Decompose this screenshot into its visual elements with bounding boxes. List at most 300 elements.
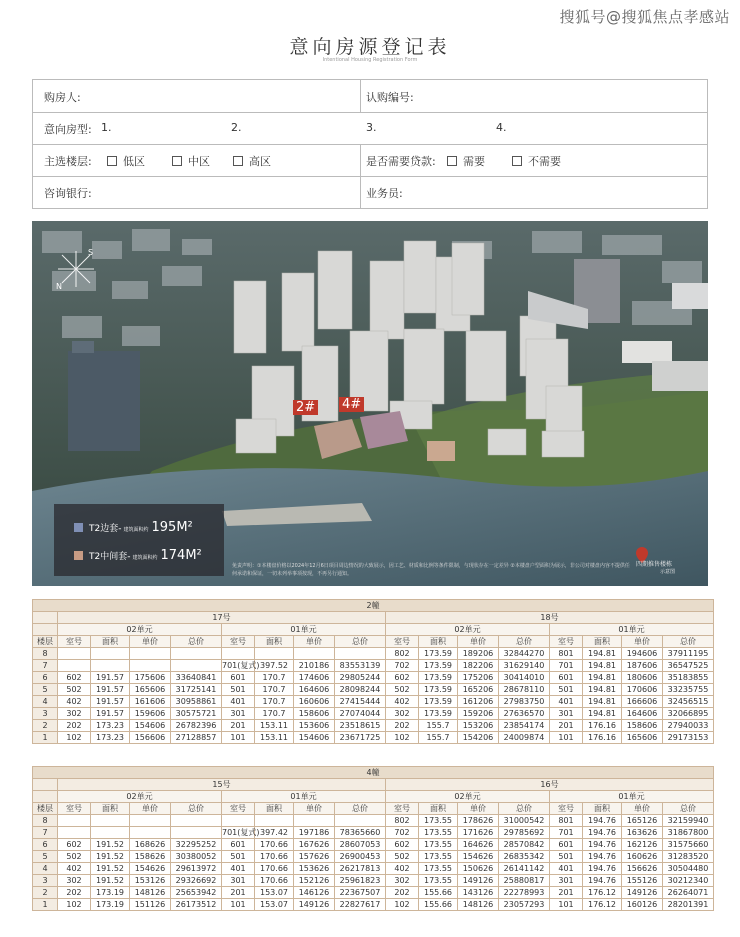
table-row [33, 851, 714, 863]
table-cell: 194.81 [583, 648, 622, 660]
table-cell: 168626 [130, 839, 171, 851]
floor-cell: 5 [33, 851, 58, 863]
table-cell: 173.55 [419, 815, 458, 827]
table-cell: 170606 [622, 684, 663, 696]
column-header: 面积 [419, 803, 458, 815]
table-cell: 29326692 [171, 875, 222, 887]
table-cell: 197186 [294, 827, 335, 839]
column-header: 单价 [458, 803, 499, 815]
table-cell: 501 [222, 851, 255, 863]
floor-cell: 2 [33, 887, 58, 899]
column-header: 单价 [294, 803, 335, 815]
table-cell: 22827617 [335, 899, 386, 911]
table-cell: 210186 [294, 660, 335, 672]
column-header: 单价 [622, 636, 663, 648]
table-row [33, 660, 714, 672]
table-cell: 397.52 [255, 660, 294, 672]
table-cell: 152126 [294, 875, 335, 887]
table-cell: 176.12 [583, 887, 622, 899]
table-cell: 194.76 [583, 839, 622, 851]
checkbox[interactable] [172, 156, 182, 166]
unit-label: 01单元 [222, 624, 386, 636]
table-cell [91, 660, 130, 672]
table-cell [58, 827, 91, 839]
page-title: 意向房源登记表 [289, 36, 451, 58]
table-cell: 601 [550, 672, 583, 684]
floor-cell: 4 [33, 696, 58, 708]
table-cell: 173.55 [419, 839, 458, 851]
unit-label: 02单元 [58, 624, 222, 636]
table-cell: 602 [58, 672, 91, 684]
table-cell: 27983750 [499, 696, 550, 708]
legend-item: T2边套- 建筑面积约 195M² [74, 520, 193, 535]
table-cell: 170.7 [255, 708, 294, 720]
building-tag-4: 4# [339, 397, 364, 412]
table-row [33, 732, 714, 744]
table-cell: 31725141 [171, 684, 222, 696]
table-cell: 191.52 [91, 875, 130, 887]
table-cell: 143126 [458, 887, 499, 899]
legend-swatch [74, 551, 83, 560]
table-cell [91, 827, 130, 839]
table-row [33, 827, 714, 839]
page-subtitle: Intentional Housing Registration Form [322, 57, 418, 63]
compass-s: S [88, 248, 94, 257]
table-cell: 701(复式) [222, 828, 260, 837]
table-cell [171, 648, 222, 660]
table-cell: 23854174 [499, 720, 550, 732]
table-cell [294, 815, 335, 827]
floor-cell: 1 [33, 899, 58, 911]
table-cell: 153.11 [255, 732, 294, 744]
room-type-option[interactable]: 3. [366, 121, 377, 134]
table-cell [294, 648, 335, 660]
table-cell: 32159940 [663, 815, 714, 827]
table-cell: 173.59 [419, 684, 458, 696]
table-row [33, 875, 714, 887]
column-header: 单价 [458, 636, 499, 648]
room-type-option[interactable]: 1. [101, 121, 112, 134]
table-cell: 201 [550, 720, 583, 732]
table-cell: 161606 [130, 696, 171, 708]
table-cell: 23518615 [335, 720, 386, 732]
table-cell: 501 [550, 851, 583, 863]
table-cell: 32066895 [663, 708, 714, 720]
table-cell: 148126 [130, 887, 171, 899]
column-header: 室号 [550, 803, 583, 815]
column-header: 面积 [419, 636, 458, 648]
floor-cell: 1 [33, 732, 58, 744]
table-cell: 158606 [294, 708, 335, 720]
table-cell: 202 [58, 887, 91, 899]
table-cell [222, 815, 255, 827]
table-cell: 162126 [622, 839, 663, 851]
disclaimer: 免责声明：①本楼盘价格以2024年12月6日项目周边情况的大致展示，因工艺、材质和比例等条件限制，与现状存在一定差异 ②本楼盘户型面积为展示，非公司对楼盘内容不提供任何承诺和保证，一切未列举事项按现，不再另行通知。 [232, 563, 630, 577]
bank-field[interactable]: 咨询银行: [44, 187, 92, 200]
table-cell: 173.55 [419, 851, 458, 863]
column-header: 总价 [663, 803, 714, 815]
table-cell: 149126 [458, 875, 499, 887]
area-legend [54, 504, 224, 576]
table-row [33, 899, 714, 911]
table-cell: 194.76 [583, 863, 622, 875]
table-cell [91, 815, 130, 827]
table-cell: 601 [550, 839, 583, 851]
table-cell: 23671725 [335, 732, 386, 744]
table-cell: 173.55 [419, 875, 458, 887]
table-cell [130, 648, 171, 660]
floor-cell: 6 [33, 839, 58, 851]
table-cell [171, 827, 222, 839]
unit-label: 01单元 [550, 791, 714, 803]
table-cell: 166606 [622, 696, 663, 708]
table-cell: 30212340 [663, 875, 714, 887]
table-cell: 301 [550, 708, 583, 720]
unit-label: 02单元 [58, 791, 222, 803]
location-label: 四期推售楼栋 示意图 [636, 561, 676, 575]
table-cell: 101 [550, 899, 583, 911]
table-cell: 202 [58, 720, 91, 732]
form-row [33, 176, 707, 208]
floor-option-high[interactable]: 高区 [225, 153, 271, 169]
table-cell: 28678110 [499, 684, 550, 696]
table-cell: 191.57 [91, 708, 130, 720]
table-cell: 30504480 [663, 863, 714, 875]
price-table-block-4 [32, 766, 714, 911]
table-cell: 502 [386, 851, 419, 863]
table-cell: 502 [58, 684, 91, 696]
table-cell: 27636570 [499, 708, 550, 720]
table-cell: 26835342 [499, 851, 550, 863]
table-cell: 29613972 [171, 863, 222, 875]
table-cell: 164606 [294, 684, 335, 696]
table-cell: 301 [550, 875, 583, 887]
table-cell: 25880817 [499, 875, 550, 887]
table-cell: 149126 [294, 899, 335, 911]
table-cell: 194.81 [583, 708, 622, 720]
table-cell: 802 [386, 648, 419, 660]
blank-cell [33, 791, 58, 803]
column-header: 室号 [222, 803, 255, 815]
table-cell: 159606 [130, 708, 171, 720]
table-cell: 175606 [130, 672, 171, 684]
column-header: 室号 [386, 636, 419, 648]
table-cell: 31283520 [663, 851, 714, 863]
table-cell: 194606 [622, 648, 663, 660]
table-cell: 173.59 [419, 708, 458, 720]
unit-label: 01单元 [550, 624, 714, 636]
table-row [33, 815, 714, 827]
table-cell: 191.57 [91, 684, 130, 696]
table-cell: 26900453 [335, 851, 386, 863]
column-header: 面积 [255, 803, 294, 815]
table-cell [335, 815, 386, 827]
table-cell: 157626 [294, 851, 335, 863]
table-cell: 155.7 [419, 732, 458, 744]
column-header: 室号 [386, 803, 419, 815]
table-cell: 29785692 [499, 827, 550, 839]
floor-option-mid[interactable]: 中区 [164, 153, 210, 169]
column-header: 总价 [335, 803, 386, 815]
table-cell: 31867800 [663, 827, 714, 839]
column-header: 单价 [130, 636, 171, 648]
form-row [33, 112, 707, 145]
table-cell: 25961823 [335, 875, 386, 887]
floor-cell: 6 [33, 672, 58, 684]
table-cell: 173.59 [419, 696, 458, 708]
unit-label: 02单元 [386, 624, 550, 636]
floor-cell: 8 [33, 648, 58, 660]
table-cell: 401 [550, 863, 583, 875]
floor-label: 主选楼层: [44, 155, 92, 168]
table-cell: 170.66 [255, 863, 294, 875]
table-cell: 161206 [458, 696, 499, 708]
table-cell: 158626 [130, 851, 171, 863]
table-cell: 191.52 [91, 851, 130, 863]
floor-cell: 8 [33, 815, 58, 827]
column-header: 总价 [171, 803, 222, 815]
checkbox[interactable] [447, 156, 457, 166]
blank-cell [33, 779, 58, 791]
table-cell: 194.76 [583, 875, 622, 887]
table-cell: 154626 [130, 863, 171, 875]
table-cell: 176.16 [583, 732, 622, 744]
table-cell [222, 648, 255, 660]
table-cell: 153.11 [255, 720, 294, 732]
table-cell: 31000542 [499, 815, 550, 827]
table-cell: 187606 [622, 660, 663, 672]
room-type-label: 意向房型: [44, 123, 92, 136]
table-cell: 83553139 [335, 660, 386, 672]
registration-form [32, 79, 708, 209]
table-cell: 151126 [130, 899, 171, 911]
compass-n: N [56, 282, 62, 291]
unit-label: 01单元 [222, 791, 386, 803]
table-cell: 173.55 [419, 863, 458, 875]
subscription-number-field[interactable]: 认购编号: [366, 91, 414, 104]
table-cell [130, 827, 171, 839]
buyer-field[interactable]: 购房人: [44, 91, 81, 104]
table-cell: 154606 [130, 720, 171, 732]
table-cell: 164626 [458, 839, 499, 851]
table-row [33, 887, 714, 899]
table-cell: 170.66 [255, 875, 294, 887]
table-row [33, 863, 714, 875]
checkbox[interactable] [512, 156, 522, 166]
table-cell: 165206 [458, 684, 499, 696]
building-label: 15号 [58, 779, 386, 791]
table-cell: 30958861 [171, 696, 222, 708]
table-cell: 25653942 [171, 887, 222, 899]
table-cell: 159206 [458, 708, 499, 720]
table-cell: 153.07 [255, 899, 294, 911]
building-label: 18号 [386, 612, 714, 624]
table-cell: 176.16 [583, 720, 622, 732]
table-cell: 26173512 [171, 899, 222, 911]
table-cell: 602 [58, 839, 91, 851]
table-cell: 165606 [622, 732, 663, 744]
table-cell: 178626 [458, 815, 499, 827]
table-cell: 180606 [622, 672, 663, 684]
floor-cell: 5 [33, 684, 58, 696]
floor-header: 楼层 [33, 636, 58, 648]
table-cell: 502 [386, 684, 419, 696]
table-row [33, 696, 714, 708]
column-header: 面积 [583, 803, 622, 815]
table-cell [58, 815, 91, 827]
table-cell: 101 [550, 732, 583, 744]
table-cell: 302 [58, 875, 91, 887]
table-cell: 167626 [294, 839, 335, 851]
table-cell [171, 660, 222, 672]
table-cell: 102 [58, 899, 91, 911]
table-cell: 191.57 [91, 672, 130, 684]
table-cell: 170.7 [255, 672, 294, 684]
table-cell: 148126 [458, 899, 499, 911]
room-type-option[interactable]: 4. [496, 121, 507, 134]
building-tag-2: 2# [293, 400, 318, 415]
table-cell: 173.19 [91, 887, 130, 899]
blank-cell [33, 612, 58, 624]
column-header: 室号 [58, 636, 91, 648]
table-cell: 397.42 [255, 827, 294, 839]
unit-label: 02单元 [386, 791, 550, 803]
table-row [33, 648, 714, 660]
table-cell: 182206 [458, 660, 499, 672]
table-cell: 701(复式) [222, 661, 260, 670]
column-header: 面积 [255, 636, 294, 648]
table-cell: 33640841 [171, 672, 222, 684]
legend-swatch [74, 523, 83, 532]
floor-cell: 3 [33, 708, 58, 720]
table-cell: 173.55 [419, 827, 458, 839]
table-cell [255, 815, 294, 827]
table-cell: 189206 [458, 648, 499, 660]
room-type-option[interactable]: 2. [231, 121, 242, 134]
table-cell: 28098244 [335, 684, 386, 696]
table-cell: 146126 [294, 887, 335, 899]
column-header: 面积 [91, 636, 130, 648]
floor-cell: 2 [33, 720, 58, 732]
table-cell: 101 [222, 899, 255, 911]
table-cell: 701 [550, 660, 583, 672]
table-cell: 36547525 [663, 660, 714, 672]
table-cell: 155.66 [419, 887, 458, 899]
table-cell: 194.76 [583, 815, 622, 827]
checkbox[interactable] [233, 156, 243, 166]
floor-cell: 4 [33, 863, 58, 875]
table-cell: 301 [222, 708, 255, 720]
table-cell: 31629140 [499, 660, 550, 672]
table-cell: 153626 [294, 863, 335, 875]
legend-item: T2中间套- 建筑面积约 174M² [74, 548, 202, 563]
table-cell: 26217813 [335, 863, 386, 875]
table-cell: 27128857 [171, 732, 222, 744]
table-cell: 33235755 [663, 684, 714, 696]
table-cell: 302 [386, 875, 419, 887]
table-cell [58, 660, 91, 672]
table-cell [255, 648, 294, 660]
table-cell: 173.59 [419, 672, 458, 684]
table-cell: 801 [550, 648, 583, 660]
table-cell: 173.59 [419, 660, 458, 672]
table-cell: 501 [550, 684, 583, 696]
table-cell: 170.66 [255, 851, 294, 863]
table-cell: 30575721 [171, 708, 222, 720]
floor-header: 楼层 [33, 803, 58, 815]
table-cell: 37911195 [663, 648, 714, 660]
table-cell: 194.81 [583, 684, 622, 696]
table-cell: 170.7 [255, 684, 294, 696]
table-cell: 160626 [622, 851, 663, 863]
table-cell: 170.7 [255, 696, 294, 708]
column-header: 总价 [335, 636, 386, 648]
table-cell: 160126 [622, 899, 663, 911]
table-cell: 202 [386, 720, 419, 732]
loan-option-yes[interactable]: 需要 [439, 153, 485, 169]
floor-cell: 7 [33, 827, 58, 839]
column-header: 室号 [58, 803, 91, 815]
table-cell [130, 815, 171, 827]
table-cell: 26141142 [499, 863, 550, 875]
agent-field[interactable]: 业务员: [366, 187, 403, 200]
table-cell: 150626 [458, 863, 499, 875]
table-cell: 194.81 [583, 660, 622, 672]
table-cell: 801 [550, 815, 583, 827]
table-cell: 201 [222, 887, 255, 899]
column-header: 单价 [622, 803, 663, 815]
table-cell: 194.81 [583, 696, 622, 708]
table-cell: 402 [58, 696, 91, 708]
table-cell: 173.23 [91, 720, 130, 732]
column-header: 总价 [663, 636, 714, 648]
table-cell [335, 648, 386, 660]
table-cell [58, 648, 91, 660]
table-cell: 30414010 [499, 672, 550, 684]
table-cell: 23057293 [499, 899, 550, 911]
checkbox[interactable] [107, 156, 117, 166]
loan-option-no[interactable]: 不需要 [504, 153, 561, 169]
table-cell: 170.66 [255, 839, 294, 851]
table-cell: 29173153 [663, 732, 714, 744]
table-cell: 102 [386, 899, 419, 911]
table-cell: 173.23 [91, 732, 130, 744]
table-row [33, 720, 714, 732]
table-cell: 701 [550, 827, 583, 839]
table-cell: 27415444 [335, 696, 386, 708]
table-cell: 153.07 [255, 887, 294, 899]
table-cell: 29805244 [335, 672, 386, 684]
table-cell: 28607053 [335, 839, 386, 851]
table-cell: 191.52 [91, 839, 130, 851]
table-cell: 158606 [622, 720, 663, 732]
table-cell: 176.12 [583, 899, 622, 911]
floor-option-low[interactable]: 低区 [99, 153, 145, 169]
table-cell: 153206 [458, 720, 499, 732]
table-cell: 28201391 [663, 899, 714, 911]
table-cell: 702 [386, 660, 419, 672]
table-cell: 156606 [130, 732, 171, 744]
column-header: 室号 [550, 636, 583, 648]
table-cell: 154626 [458, 851, 499, 863]
table-cell: 401 [222, 863, 255, 875]
table-cell: 163626 [622, 827, 663, 839]
table-cell: 153606 [294, 720, 335, 732]
table-cell: 155126 [622, 875, 663, 887]
column-header: 单价 [130, 803, 171, 815]
table-cell: 155.7 [419, 720, 458, 732]
floor-cell: 7 [33, 660, 58, 672]
